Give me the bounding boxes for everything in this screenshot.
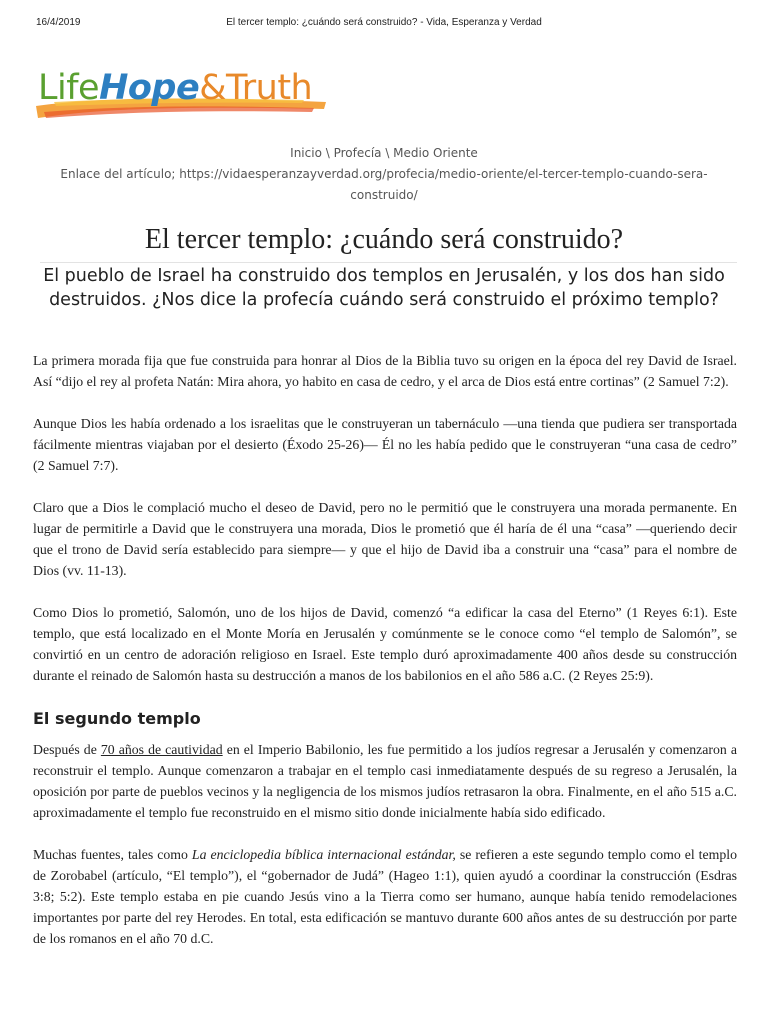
article-link[interactable]: Enlace del artículo; https://vidaesperanzayverdad.org/profecia/medio-oriente/el-tercer-templo-cuando-sera-construido/ — [60, 167, 708, 202]
page-title: El tercer templo: ¿cuándo será construido? — [144, 224, 624, 255]
page-subtitle: El pueblo de Israel ha construido dos templos en Jerusalén, y los dos han sido destruidos. ¿Nos dice la profecía cuándo será construido el próximo templo? — [43, 266, 725, 310]
paragraph: La primera morada fija que fue construida para honrar al Dios de la Biblia tuvo su origen en la época del rey David de Israel. Así “dijo el rey al profeta Natán: Mira ahora, yo habito en casa de cedro, y el arca de Dios está entre cortinas” (2 Samuel 7:2). — [33, 353, 737, 389]
paragraph: Aunque Dios les había ordenado a los israelitas que le construyeran un tabernáculo —una tienda que pudiera ser transportada fácilmente mientras viajaban por el desierto (Éxodo 25-26)— Él no les había pedido que le construyeran “una casa de cedro” (2 Samuel 7:7). — [33, 416, 737, 473]
text-run: se refieren a este segundo templo como el templo de Zorobabel (artículo, “El templo”), el “gobernador de Judá” (Hageo 1:1), quien ayudó a coordinar la construcción (Esdras 3:8; 5:2). Este templo estaba en pie cuando Jesús vino a la Tierra como ser humano, aunque había tenido remodelaciones importantes por parte del rey Herodes. En total, esta edificación se mantuvo durante 600 años antes de su destrucción por parte de los romanos en el año 70 d.C. — [33, 847, 737, 946]
section-heading: El segundo templo — [33, 709, 201, 728]
article-meta — [40, 143, 728, 206]
print-date: 16/4/2019 — [36, 17, 81, 28]
logo-hope: Hope — [99, 68, 200, 108]
text-run: en el Imperio Babilonio, les fue permitido a los judíos regresar a Jerusalén y comenzaron a reconstruir el templo. Aunque comenzaron a trabajar en el templo casi inmediatamente después de su regreso a Jerusalén, la oposición por parte de pueblos vecinos y la negligencia de los mismos judíos retrasaron la obra. Finalmente, en el año 515 a.C. aproximadamente el templo fue reconstruido en el mismo sitio donde inicialmente había sido edificado. — [33, 742, 737, 820]
captivity-link[interactable]: 70 años de cautividad — [100, 742, 223, 757]
site-logo[interactable] — [34, 62, 330, 132]
logo-life: Life — [38, 68, 100, 108]
logo-amp: & — [199, 68, 227, 108]
logo-wordmark — [38, 68, 312, 108]
print-header — [0, 0, 768, 40]
paragraph: Como Dios lo prometió, Salomón, uno de los hijos de David, comenzó “a edificar la casa del Eterno” (1 Reyes 6:1). Este templo, que está localizado en el Monte Moría en Jerusalén y comúnmente se le conoce como “el templo de Salomón”, se convirtió en un centro de adoración religioso en Israel. Este templo duró aproximadamente 400 años desde su construcción durante el reinado de Salomón hasta su destrucción a manos de los babilonios en el año 586 a.C. (2 Reyes 25:9). — [33, 605, 737, 683]
print-page-title: El tercer templo: ¿cuándo será construido? - Vida, Esperanza y Verdad — [226, 17, 542, 28]
book-title: La enciclopedia bíblica internacional estándar, — [191, 847, 456, 862]
logo-truth: Truth — [226, 68, 313, 108]
text-run: Muchas fuentes, tales como — [33, 847, 192, 862]
title-divider — [40, 262, 737, 263]
text-run: Después de — [33, 742, 101, 757]
paragraph — [33, 739, 737, 823]
paragraph: Claro que a Dios le complació mucho el deseo de David, pero no le permitió que le construyera una morada permanente. En lugar de permitirle a David que le construyera una morada, Dios le prometió que él haría de él una “casa” —queriendo decir que el trono de David sería establecido para siempre— y que el hijo de David iba a construir una “casa” para el nombre de Dios (vv. 11-13). — [33, 500, 737, 578]
breadcrumb[interactable]: Inicio \ Profecía \ Medio Oriente — [290, 146, 478, 160]
paragraph — [33, 844, 737, 949]
article-body — [33, 350, 737, 970]
